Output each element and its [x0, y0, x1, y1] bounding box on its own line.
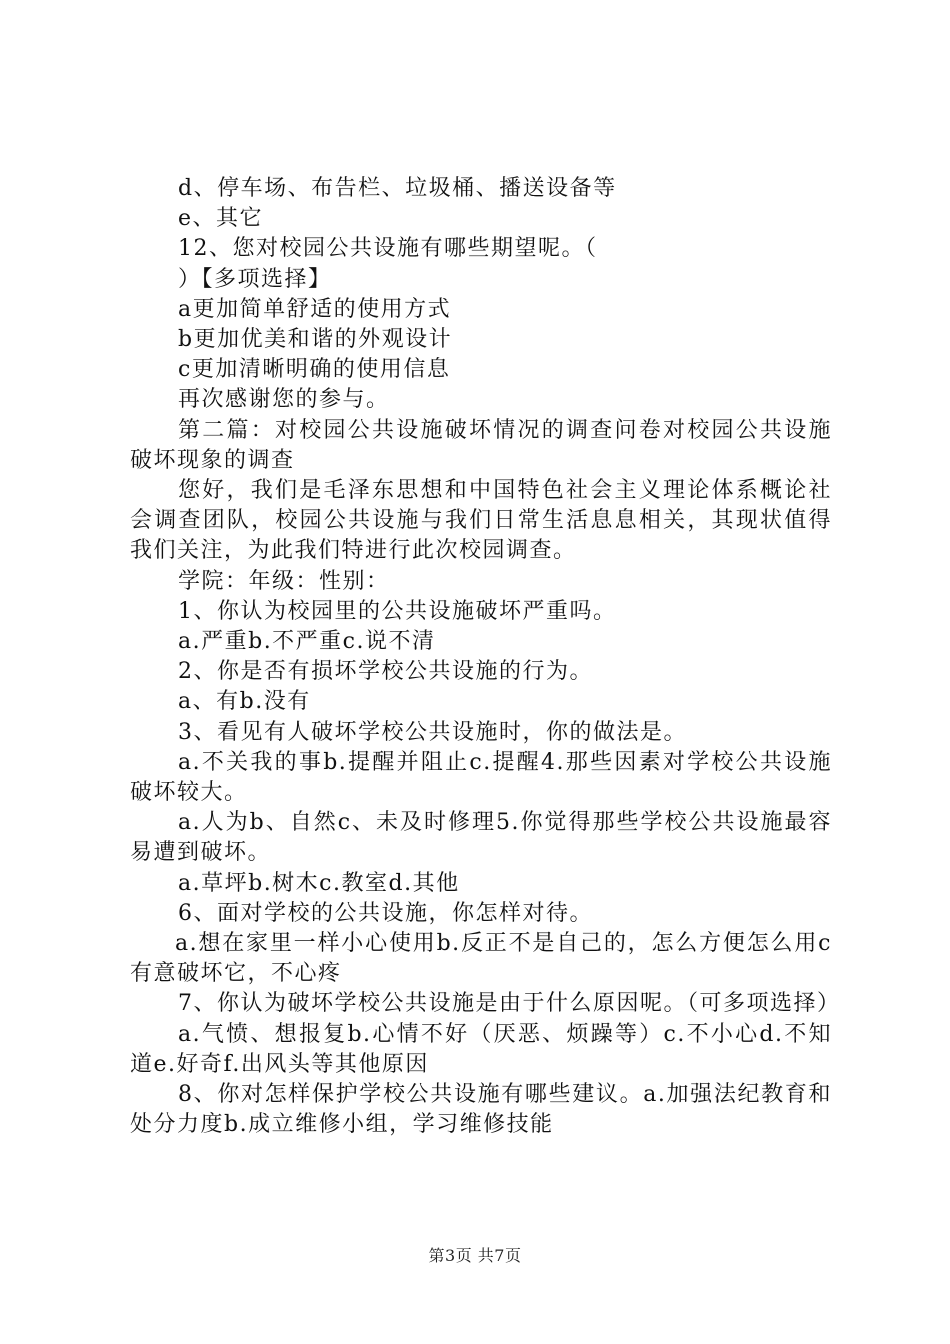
- question-8: 8、你对怎样保护学校公共设施有哪些建议。a.加强法纪教育和处分力度b.成立维修小组，学习维修技能: [130, 1082, 832, 1138]
- question-2-options: a、有b.没有: [178, 689, 311, 715]
- question-1-options: a.严重b.不严重c.说不清: [178, 629, 436, 655]
- option-b: b更加优美和谐的外观设计: [178, 327, 453, 353]
- question-2: 2、你是否有损坏学校公共设施的行为。: [178, 659, 593, 685]
- thanks-line: 再次感谢您的参与。: [178, 387, 390, 413]
- question-7: 7、你认为破坏学校公共设施是由于什么原因呢。（可多项选择）: [178, 991, 841, 1017]
- question-4-options: a.人为b、自然c、未及时修理5.你觉得那些学校公共设施最容易遭到破坏。: [130, 810, 832, 866]
- question-3-options: a.不关我的事b.提醒并阻止c.提醒4.那些因素对学校公共设施破坏较大。: [130, 749, 832, 806]
- question-5-options: a.草坪b.树木c.教室d.其他: [178, 870, 460, 896]
- question-7-options: a.气愤、想报复b.心情不好（厌恶、烦躁等）c.不小心d.不知道e.好奇f.出风头等其他原因: [130, 1021, 832, 1077]
- question-12-note: ）【多项选择】: [178, 266, 332, 292]
- option-e: e、其它: [178, 206, 264, 232]
- document-body: [130, 174, 841, 1141]
- question-12: 12、您对校园公共设施有哪些期望呢。（: [178, 236, 598, 262]
- page-footer: 第3页 共7页: [428, 1246, 522, 1265]
- question-6-options: a.想在家里一样小心使用b.反正不是自己的，怎么方便怎么用c有意破坏它，不心疼: [130, 931, 832, 987]
- question-6: 6、面对学校的公共设施，你怎样对待。: [178, 900, 593, 926]
- option-c: c更加清晰明确的使用信息: [178, 357, 451, 383]
- option-d: d、停车场、布告栏、垃圾桶、播送设备等: [178, 176, 617, 201]
- question-1: 1、你认为校园里的公共设施破坏严重吗。: [178, 598, 617, 624]
- option-a: a更加简单舒适的使用方式: [178, 296, 452, 322]
- question-3: 3、看见有人破坏学校公共设施时，你的做法是。: [178, 719, 687, 745]
- intro-paragraph: 您好，我们是毛泽东思想和中国特色社会主义理论体系概论社会调查团队，校园公共设施与我们日常生活息息相关，其现状值得我们关注，为此我们特进行此次校园调查。: [130, 478, 832, 564]
- respondent-info: 学院：年级：性别：: [178, 568, 390, 594]
- section-title: 第二篇：对校园公共设施破坏情况的调查问卷对校园公共设施破坏现象的调查: [130, 417, 832, 473]
